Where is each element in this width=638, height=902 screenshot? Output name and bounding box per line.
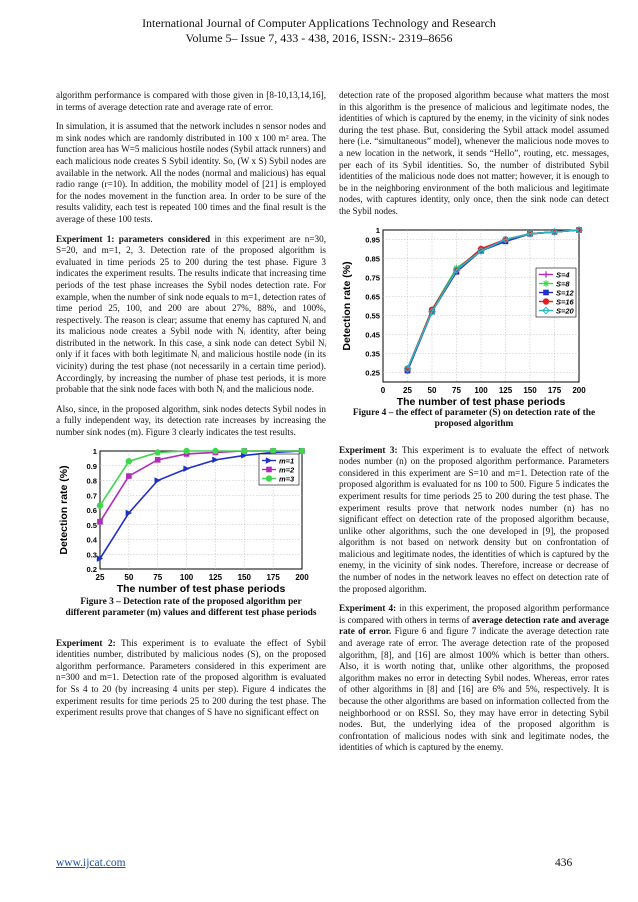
journal-title: International Journal of Computer Applications Technology and Research bbox=[142, 16, 496, 30]
paragraph: detection rate of the proposed algorithm because what matters the most in this algorithm is the presence of malicious and legitimate nodes, the identities of which is captured by the enemy, in the vicinity of sink nodes during the test phase. But, considering the Sybil attack model assumed here (i.e. “simultaneous” model), whenever the malicious node moves to a new location in the network, it sends “Hello”, routing, etc. messages, per each of its Sybil identities. So, the number of distributed Sybil identities of the malicious node does not matter; however, it is enough to be in the neighboring environment of the both malicious and legitimate nodes, with captures identity, only once, then the sink node can detect the Sybil nodes. bbox=[339, 90, 609, 216]
y-tick-label: 0.2 bbox=[86, 564, 97, 574]
x-tick-label: 200 bbox=[295, 572, 309, 582]
x-tick-label: 25 bbox=[403, 385, 412, 395]
data-point bbox=[126, 458, 132, 464]
y-tick-label: 0.8 bbox=[86, 476, 97, 486]
legend-label: m=1 bbox=[279, 455, 295, 465]
journal-header bbox=[0, 16, 638, 46]
y-tick-label: 1 bbox=[375, 225, 380, 235]
data-point bbox=[299, 447, 305, 453]
y-tick-label: 0.75 bbox=[365, 273, 380, 283]
y-tick-label: 0.25 bbox=[365, 368, 380, 378]
x-tick-label: 175 bbox=[266, 572, 280, 582]
paragraph: Experiment 4: in this experiment, the proposed algorithm performance is compared with others in terms of average detection rate and average rate of error. Figure 6 and figure 7 indicate the average detection rate and average rate of error. The average detection rate of the proposed algorithm, [8], and [16] are almost 100% which is better than others. Also, it is worth noting that, unlike other algorithms, the proposed algorithm makes no error in detecting Sybil nodes. Whereas, error rates of other algorithms in [8] and [16] are 6% and 5%, respectively. It is because the other algorithms are based on information collected from the neighborhood or on RSSI. So, they may have error in detecting Sybil nodes. But, the underlying idea of the proposed algorithm is confrontation of malicious nodes with sink and legitimate nodes, the identities of which is captured by the enemy. bbox=[339, 603, 610, 753]
experiment-label: Experiment 2: bbox=[56, 637, 116, 648]
experiment-label: Experiment 3: bbox=[339, 444, 398, 455]
x-tick-label: 50 bbox=[124, 572, 134, 582]
paragraph: Experiment 2: This experiment is to evaluate the effect of Sybil identities number, distributed by malicious nodes (S), on the proposed algorithm performance. Parameters considered in this experiment are n=300 and m=1. Detection rate of the proposed algorithm is evaluated for Ss 4 to 20 (by increasing 4 units per step). Figure 4 indicates the experiment results for time periods 25 to 200 during the test phase. The experiment results prove that changes of S have no significant effect on bbox=[56, 637, 327, 718]
data-point bbox=[97, 502, 103, 508]
experiment-label: Experiment 4: bbox=[339, 603, 397, 614]
data-point bbox=[270, 447, 276, 453]
x-tick-label: 175 bbox=[547, 385, 562, 395]
legend-label: m=3 bbox=[279, 473, 295, 483]
x-tick-label: 50 bbox=[427, 385, 437, 395]
figure-3-chart bbox=[56, 447, 326, 595]
data-point bbox=[155, 449, 161, 455]
y-tick-label: 0.85 bbox=[365, 254, 380, 264]
y-axis-label: Detection rate (%) bbox=[58, 464, 70, 555]
y-tick-label: 0.35 bbox=[365, 349, 380, 359]
x-tick-label: 150 bbox=[523, 385, 537, 395]
y-axis-label: Detection rate (%) bbox=[341, 260, 353, 351]
x-tick-label: 25 bbox=[95, 572, 105, 582]
y-tick-label: 0.3 bbox=[86, 549, 97, 559]
legend-label: S=4 bbox=[556, 269, 570, 279]
x-tick-label: 100 bbox=[474, 385, 488, 395]
x-tick-label: 75 bbox=[153, 572, 163, 582]
y-tick-label: 0.4 bbox=[86, 535, 97, 545]
right-column bbox=[339, 90, 609, 762]
x-axis-label: The number of test phase periods bbox=[116, 582, 286, 595]
y-tick-label: 0.6 bbox=[86, 505, 97, 515]
legend-label: S=12 bbox=[556, 287, 574, 297]
paragraph: Experiment 1: parameters considered in this experiment are n=30, S=20, and m=1, 2, 3. Detection rate of the proposed algorithm is evaluated in time periods 25 to 200 during the test phase. Figure 3 indicates the experiment results. The results indicate that increasing time periods of the test phase increases the Sybil nodes detection rate. For example, when the number of sink node equals to m=1, detection rates of time period 25, 100, and 200 are about 27%, 88%, and 100%, respectively. The reason is clear; assume that enemy has captured Nᵢ and its malicious node creates a Sybil node with Nᵢ identity, after being distributed in the network. In this case, a sink node can detect Sybil Nᵢ only if it faces with both legitimate Nᵢ and malicious hostile node (in its vicinity) during the test phase (not necessarily in a certain time period). Accordingly, by increasing the number of phase test periods, it is more probable that the sink node faces with both Nᵢ and the malicious node. bbox=[56, 233, 326, 395]
paragraph: In simulation, it is assumed that the network includes n sensor nodes and m sink nodes which are randomly distributed in 100 x 100 m² area. The function area has W=5 malicious hostile nodes (Sybil attack runners) and each malicious node creates S Sybil identity. So, (W x S) Sybil nodes are available in the network. All the nodes (normal and malicious) has equal radio range (r=10). In addition, the mobility model of [21] is employed for the nodes movement in the function area. In order to be sure of the results validity, each test is repeated 100 times and the final result is the average of these 100 tests. bbox=[56, 121, 326, 224]
figure-3-caption: Figure 3 – Detection rate of the proposed algorithm per different parameter (m) values and different test phase periods bbox=[65, 596, 317, 619]
x-axis-label: The number of test phase periods bbox=[396, 395, 566, 408]
x-tick-label: 125 bbox=[498, 385, 513, 395]
paragraph: algorithm performance is compared with those given in [8-10,13,14,16], in terms of average detection rate and average rate of error. bbox=[56, 90, 326, 112]
y-tick-label: 0.5 bbox=[86, 520, 97, 530]
y-tick-label: 0.45 bbox=[365, 330, 380, 340]
legend-label: m=2 bbox=[279, 464, 295, 474]
y-tick-label: 1 bbox=[92, 446, 97, 456]
y-tick-label: 0.55 bbox=[365, 311, 380, 321]
paragraph: Experiment 3: This experiment is to evaluate the effect of network nodes number (n) on the proposed algorithm performance. Parameters considered in this experiment are S=10 and m=1. Detection rate of the proposed algorithm is evaluated for ns 100 to 500. Figure 5 indicates the experiment results for time periods 25 to 200 during the test phase. The experiment results prove that network nodes number (n) has no significant effect on detection rate of the proposed algorithm because, unlike other algorithms, such the one developed in [9], the proposed algorithm is not based on network density but on confrontation of malicious and legitimate nodes, the identities of which is captured by the enemy, in the vicinity of sink nodes. Therefore, increase or decrease of the number of nodes in the network leaves no effect on detection rate of the proposed algorithm. bbox=[339, 444, 609, 594]
x-tick-label: 75 bbox=[452, 385, 461, 395]
data-point bbox=[97, 519, 103, 525]
y-tick-label: 0.9 bbox=[86, 461, 97, 471]
y-tick-label: 0.95 bbox=[365, 235, 380, 245]
paragraph: Also, since, in the proposed algorithm, sink nodes detects Sybil nodes in a fully independent way, its detection rate increases by increasing the number sink nodes (m). Figure 3 clearly indicates the test results. bbox=[56, 403, 326, 438]
x-tick-label: 125 bbox=[208, 572, 223, 582]
data-point bbox=[126, 473, 132, 479]
legend-marker bbox=[266, 475, 272, 481]
y-tick-label: 0.7 bbox=[86, 490, 97, 500]
data-point bbox=[241, 447, 247, 453]
figure-4-chart bbox=[339, 226, 609, 408]
data-point bbox=[212, 447, 218, 453]
left-column bbox=[56, 90, 326, 727]
journal-link[interactable]: www.ijcat.com bbox=[56, 857, 126, 869]
figure-4-caption: Figure 4 – the effect of parameter (S) on detection rate of the proposed algorithm bbox=[352, 407, 596, 430]
x-tick-label: 100 bbox=[179, 572, 194, 582]
x-tick-label: 150 bbox=[237, 572, 251, 582]
legend-marker bbox=[543, 280, 549, 286]
x-tick-label: 200 bbox=[572, 385, 586, 395]
experiment-label: Experiment 1: parameters considered bbox=[56, 233, 211, 244]
y-tick-label: 0.65 bbox=[365, 292, 380, 302]
legend-marker bbox=[543, 289, 549, 295]
legend-label: S=16 bbox=[556, 296, 574, 306]
legend-label: S=20 bbox=[556, 305, 574, 315]
data-point bbox=[404, 365, 410, 371]
data-point bbox=[183, 447, 189, 453]
page-number: 436 bbox=[555, 857, 573, 869]
legend-marker bbox=[266, 466, 272, 472]
legend-label: S=8 bbox=[556, 278, 570, 288]
journal-volume: Volume 5– Issue 7, 433 - 438, 2016, ISSN:- 2319–8656 bbox=[185, 31, 453, 45]
data-point bbox=[155, 457, 161, 463]
x-tick-label: 0 bbox=[380, 385, 386, 395]
legend-marker bbox=[543, 298, 549, 304]
